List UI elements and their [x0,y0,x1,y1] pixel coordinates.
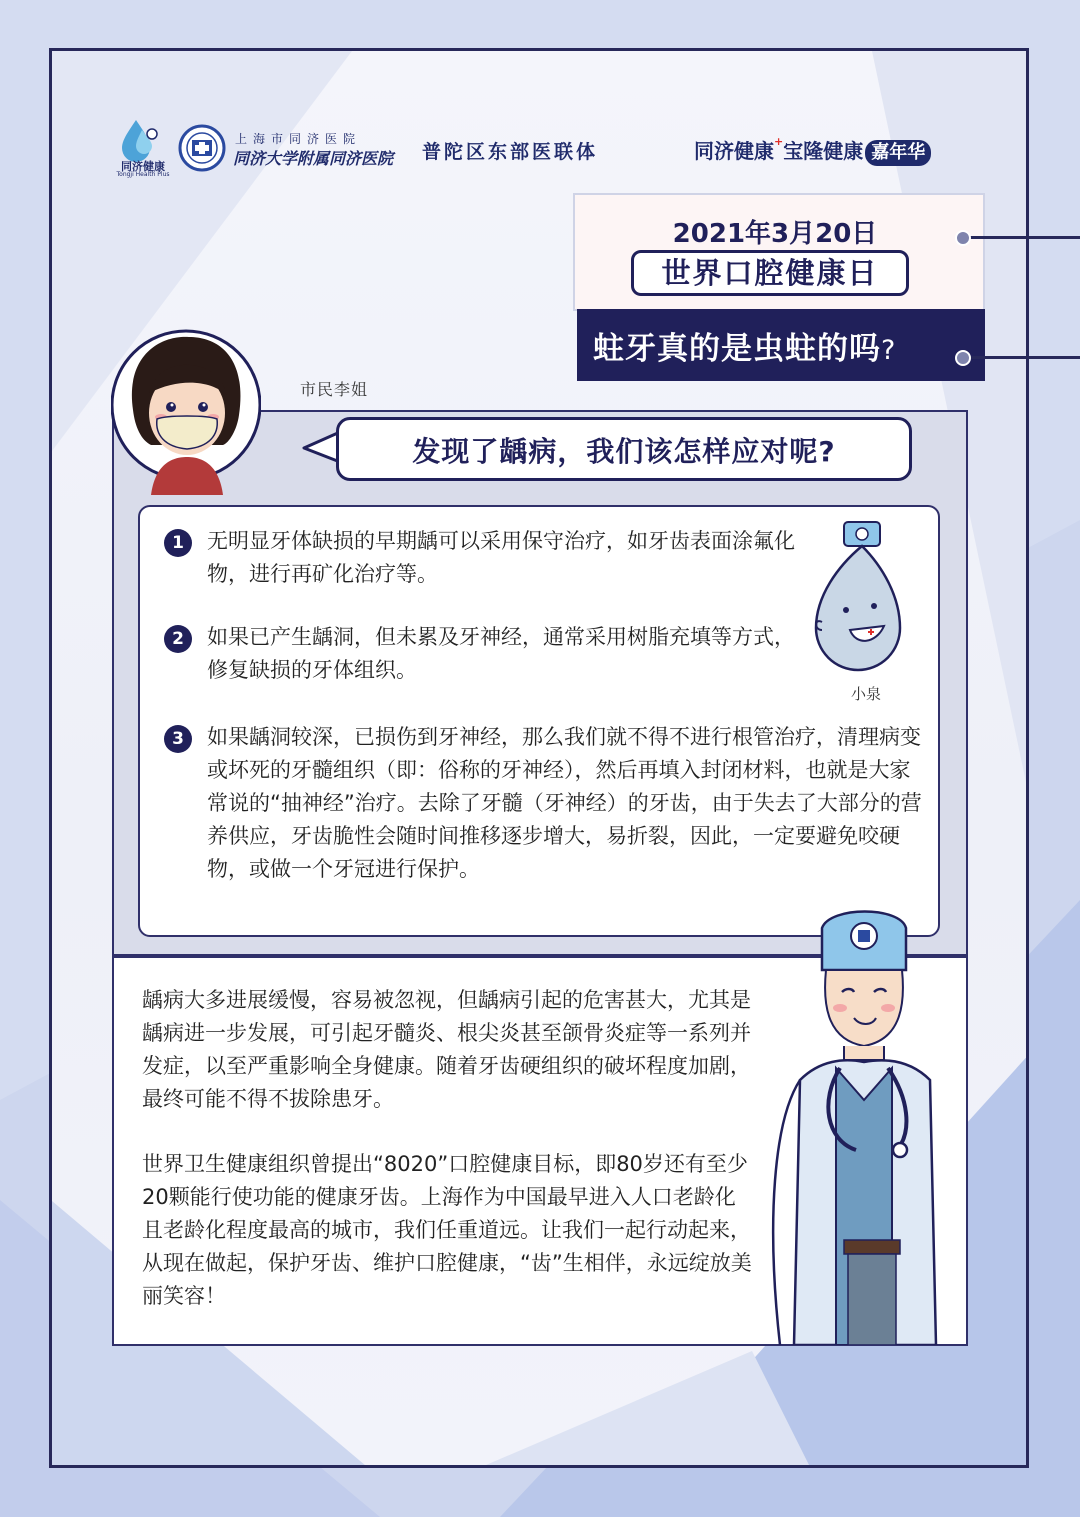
speaker-name: 市民李姐 [300,380,369,399]
hospital-name-line2: 同济大学附属同济医院 [233,149,394,168]
answer-item-2 [164,621,804,687]
answer-number-3: 3 [164,725,192,753]
tongji-health-logo-text: 同济健康 [121,160,165,173]
speech-bubble [336,417,912,481]
info-paragraph-2: 世界卫生健康组织曾提出“8020”口腔健康目标，即80岁还有至少20颗能行使功能的健康牙齿。上海作为中国最早进入人口老龄化且老龄化程度最高的城市，我们任重道远。让我们一起行动起来，从现在做起，保护牙齿、维护口腔健康，“齿”生相伴，永远绽放美丽笑容！ [142,1152,752,1308]
answer-item-3 [164,721,922,886]
answer-item-1 [164,525,804,591]
title-top-box [573,193,985,311]
answer-number-1: 1 [164,529,192,557]
info-paragraph-1: 龋病大多进展缓慢，容易被忽视，但龋病引起的危害甚大，尤其是龋病进一步发展，可引起牙髓炎、根尖炎甚至颌骨炎症等一系列并发症，以至严重影响全身健康。随着牙齿硬组织的破坏程度加剧，最终可能不得不拔除患牙。 [142,988,751,1111]
brand-plus: + [774,135,784,148]
hospital-seal-icon [178,124,226,172]
headline-question-mark: ? [881,335,897,366]
dialog-question: 发现了龋病，我们该怎样应对呢? [412,435,836,468]
decor-line-top [965,236,1080,239]
medical-union-name: 普陀区东部医联体 [422,141,599,163]
citizen-avatar-icon [111,315,261,495]
doctor-illustration-icon [760,900,970,1345]
mascot-name: 小泉 [850,685,881,703]
answer-text-1: 无明显牙体缺损的早期龋可以采用保守治疗，如牙齿表面涂氟化物，进行再矿化治疗等。 [207,529,795,586]
brand-part1: 同济健康 [694,139,774,163]
hospital-name-line1: 上海市同济医院 [235,132,362,146]
event-date: 2021年3月20日 [672,219,878,249]
decor-dot-bottom [955,350,971,366]
brand-part2: 宝隆健康 [783,139,864,163]
event-name: 世界口腔健康日 [631,250,909,296]
answer-text-2: 如果已产生龋洞，但未累及牙神经，通常采用树脂充填等方式，修复缺损的牙体组织。 [207,625,795,682]
decor-dot-top [955,230,971,246]
title-question-box [577,309,985,381]
tongji-health-logo-subtext: Tongji Health Plus [116,171,170,178]
answer-text-3: 如果龋洞较深，已损伤到牙神经，那么我们就不得不进行根管治疗，清理病变或坏死的牙髓组织（即：俗称的牙神经），然后再填入封闭材料，也就是大家常说的“抽神经”治疗。去除了牙髓（牙神经）的牙齿，由于失去了大部分的营养供应，牙齿脆性会随时间推移逐步增大，易折裂，因此，一定要避免咬硬物，或做一个牙冠进行保护。 [207,725,922,881]
decor-line-bottom [965,356,1080,359]
headline-question-text: 蛀牙真的是虫蛀的吗 [593,331,881,367]
headline-question [593,323,896,368]
brand-badge: 嘉年华 [865,140,931,166]
water-drop-mascot-icon [808,518,908,683]
title-card [573,193,985,389]
answer-number-2: 2 [164,625,192,653]
carnival-brand [694,135,931,166]
